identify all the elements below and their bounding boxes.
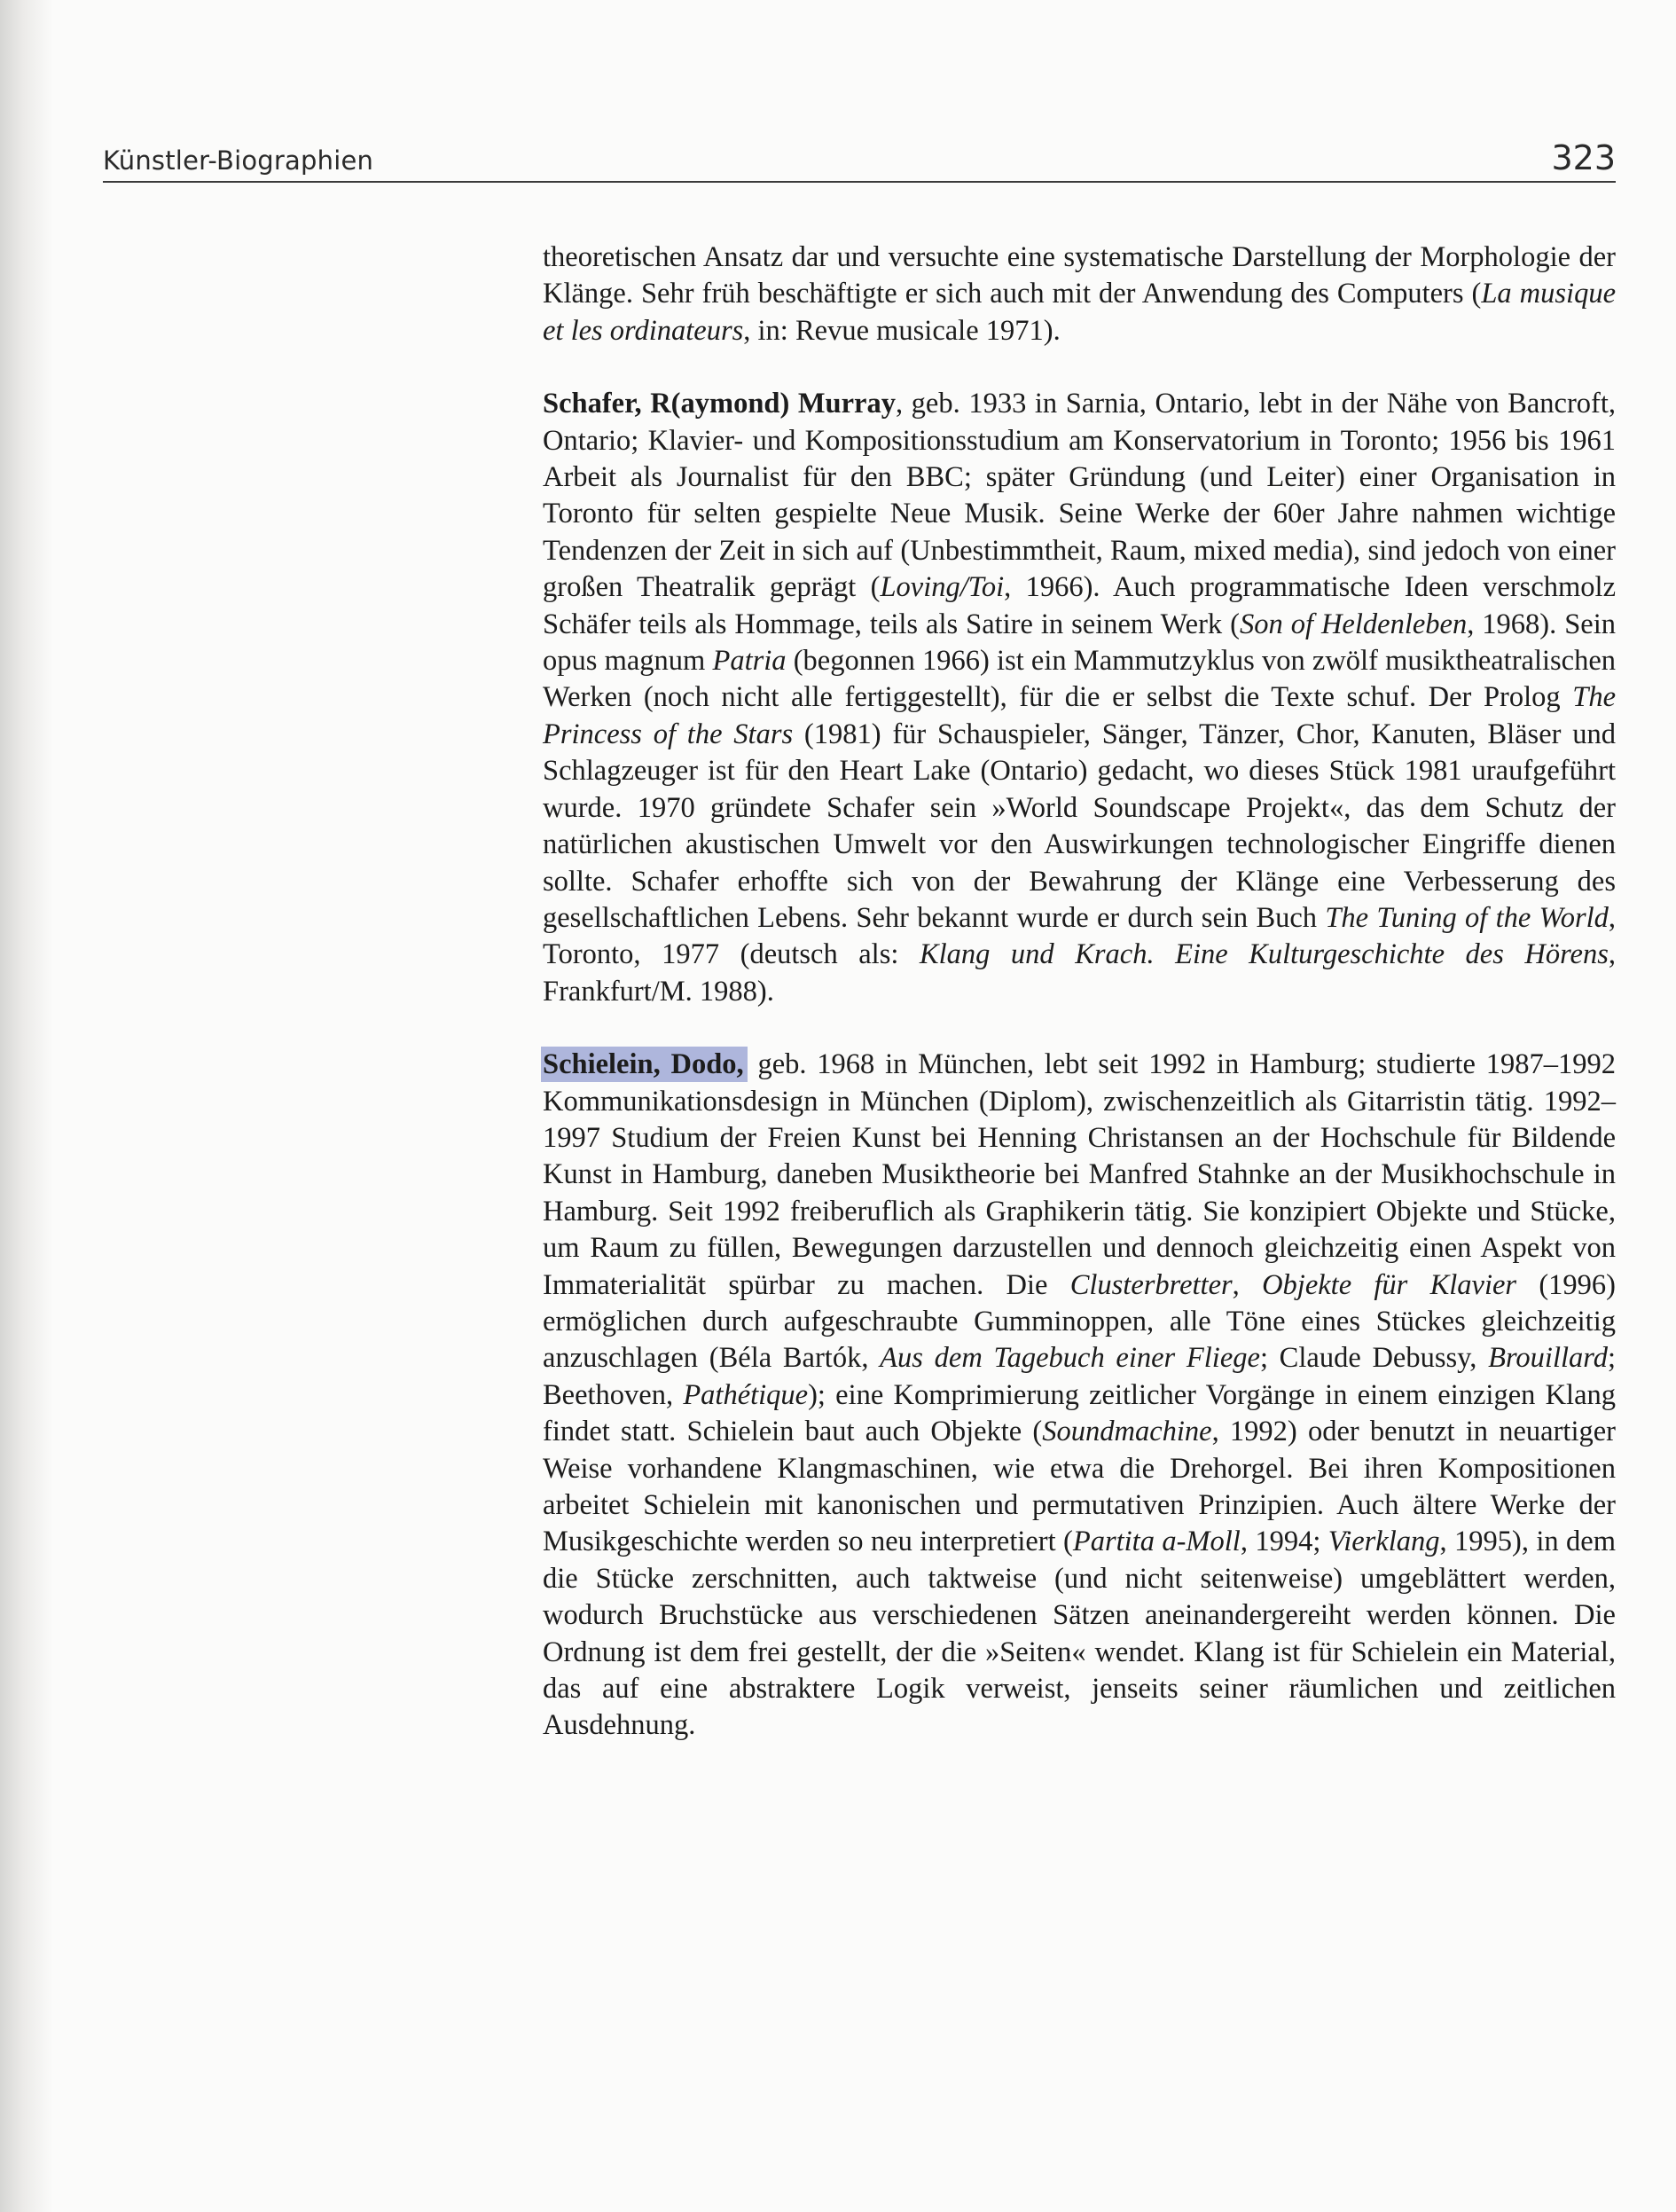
work-title: The Princess of the Stars xyxy=(543,681,1616,750)
work-title: Loving/Toi xyxy=(880,571,1005,604)
text-run: ); eine Komprimierung zeitlicher Vorgänge in einem einzigen Klang findet statt. Schielein baut auch Objekte ( xyxy=(543,1378,1616,1448)
text-run: , in: Revue musicale 1971). xyxy=(743,314,1061,347)
text-run: , 1994; xyxy=(1240,1526,1328,1558)
work-title: Soundmachine xyxy=(1042,1416,1212,1448)
text-run: (begonnen 1966) ist ein Mammutzyklus von zwölf musiktheatralischen Werken (noch nicht alle fertiggestellt), für die er selbst die Texte schuf. Der Prolog xyxy=(543,645,1616,714)
text-run: , 1966). Auch programmatische Ideen verschmolz Schäfer teils als Hommage, teils als Satire in seinem Werk ( xyxy=(543,571,1616,640)
work-title: Pathétique xyxy=(683,1378,809,1411)
text-run: ; Beethoven, xyxy=(543,1342,1616,1411)
entry-schielein xyxy=(543,1047,1616,1745)
text-run: , Frankfurt/M. 1988). xyxy=(543,938,1617,1008)
text-run: , Toronto, 1977 (deutsch als: xyxy=(543,901,1616,971)
body-text xyxy=(543,239,1616,1781)
text-run: , geb. 1933 in Sarnia, Ontario, lebt in der Nähe von Bancroft, Ontario; Klavier- und Kompositionsstudium am Konservatorium in Toronto; 1956 bis 1961 Arbeit als Journalist für den BBC; später Gründung (und Leiter) einer Organisation in Toronto für selten gespielte Neue Musik. Seine Werke der 60er Jahre nahmen wichtige Tendenzen der Zeit in sich auf (Unbestimmtheit, Raum, mixed media), sind jedoch von einer großen Theatralik geprägt ( xyxy=(543,388,1616,604)
paragraph-continuation xyxy=(543,239,1616,349)
page-number: 323 xyxy=(1551,138,1616,177)
work-title: Aus dem Tagebuch einer Fliege xyxy=(880,1342,1260,1375)
text-run: geb. 1968 in München, lebt seit 1992 in Hamburg; studierte 1987–1992 Kommunikationsdesign in München (Diplom), zwischenzeitlich als Gitarristin tätig. 1992–1997 Studium der Freien Kunst bei Henning Christansen an der Hochschule für Bildende Kunst in Hamburg, daneben Musiktheorie bei Manfred Stahnke an der Musikhochschule in Hamburg. Seit 1992 freiberuflich als Graphikerin tätig. Sie konzipiert Objekte und Stücke, um Raum zu füllen, Bewegungen darzustellen und dennoch gleichzeitig einen Aspekt von Immaterialität spürbar zu machen. Die xyxy=(543,1048,1616,1301)
text-run: ; Claude Debussy, xyxy=(1259,1342,1489,1375)
entry-name-highlighted: Schielein, Dodo, xyxy=(541,1047,748,1082)
running-title: Künstler-Biographien xyxy=(103,145,374,176)
text-run: (1981) für Schauspieler, Sänger, Tänzer, Chor, Kanuten, Bläser und Schlagzeuger ist für den Heart Lake (Ontario) gedacht, wo dieses Stück 1981 uraufgeführt wurde. 1970 gründete Schafer sein »World Soundscape Projekt«, das dem Schutz der natürlichen akustischen Umwelt vor den Auswirkungen technologischer Eingriffe dienen sollte. Schafer erhoffte sich von der Bewahrung der Klänge eine Verbesserung des gesellschaftlichen Lebens. Sehr bekannt wurde er durch sein Buch xyxy=(543,718,1616,934)
work-title: Patria xyxy=(712,645,787,678)
work-title: Brouillard xyxy=(1488,1342,1608,1375)
entry-name: Schafer, R(aymond) Murray xyxy=(543,388,896,420)
text-run: , 1992) oder benutzt in neuartiger Weise vorhandene Klangmaschinen, wie etwa die Drehorgel. Bei ihren Kompositionen arbeitet Schielein mit kanonischen und permutativen Prinzipien. Auch ältere Werke der Musikgeschichte werden so neu interpretiert ( xyxy=(543,1416,1616,1558)
text-run: theoretischen Ansatz dar und versuchte eine systematische Darstellung der Morphologie der Klänge. Sehr früh beschäftigte er sich auch mit der Anwendung des Computers ( xyxy=(543,241,1616,310)
page-edge-shadow xyxy=(0,0,53,2212)
work-title: La musique et les ordinateurs xyxy=(543,278,1616,347)
work-title: Partita a-Moll xyxy=(1072,1526,1241,1558)
work-title: Clusterbretter xyxy=(1069,1268,1233,1301)
running-head xyxy=(103,131,1616,183)
text-run: , 1995), in dem die Stücke zerschnitten, auch taktweise (und nicht seitenweise) umgeblättert werden, wodurch Bruchstücke aus verschiedenen Sätzen aneinandergereiht werden können. Die Ordnung ist dem frei gestellt, der die »Seiten« wendet. Klang ist für Schielein ein Material, das auf eine abstraktere Logik verweist, jenseits seiner räumlichen und zeitlichen Ausdehnung. xyxy=(543,1526,1616,1742)
work-title: Vierklang xyxy=(1327,1526,1440,1558)
work-title: Objekte für Klavier xyxy=(1262,1268,1517,1301)
entry-schafer xyxy=(543,386,1616,1010)
work-title: Son of Heldenleben xyxy=(1239,608,1468,640)
text-run: , xyxy=(1232,1268,1263,1301)
work-title: The Tuning of the World xyxy=(1325,901,1609,934)
text-run: , 1968). Sein opus magnum xyxy=(543,608,1617,678)
work-title: Klang und Krach. Eine Kulturgeschichte des Hörens xyxy=(919,938,1609,971)
text-run: (1996) ermöglichen durch aufgeschraubte Gumminoppen, alle Töne eines Stückes gleichzeitig anzuschlagen (Béla Bartók, xyxy=(543,1268,1616,1375)
